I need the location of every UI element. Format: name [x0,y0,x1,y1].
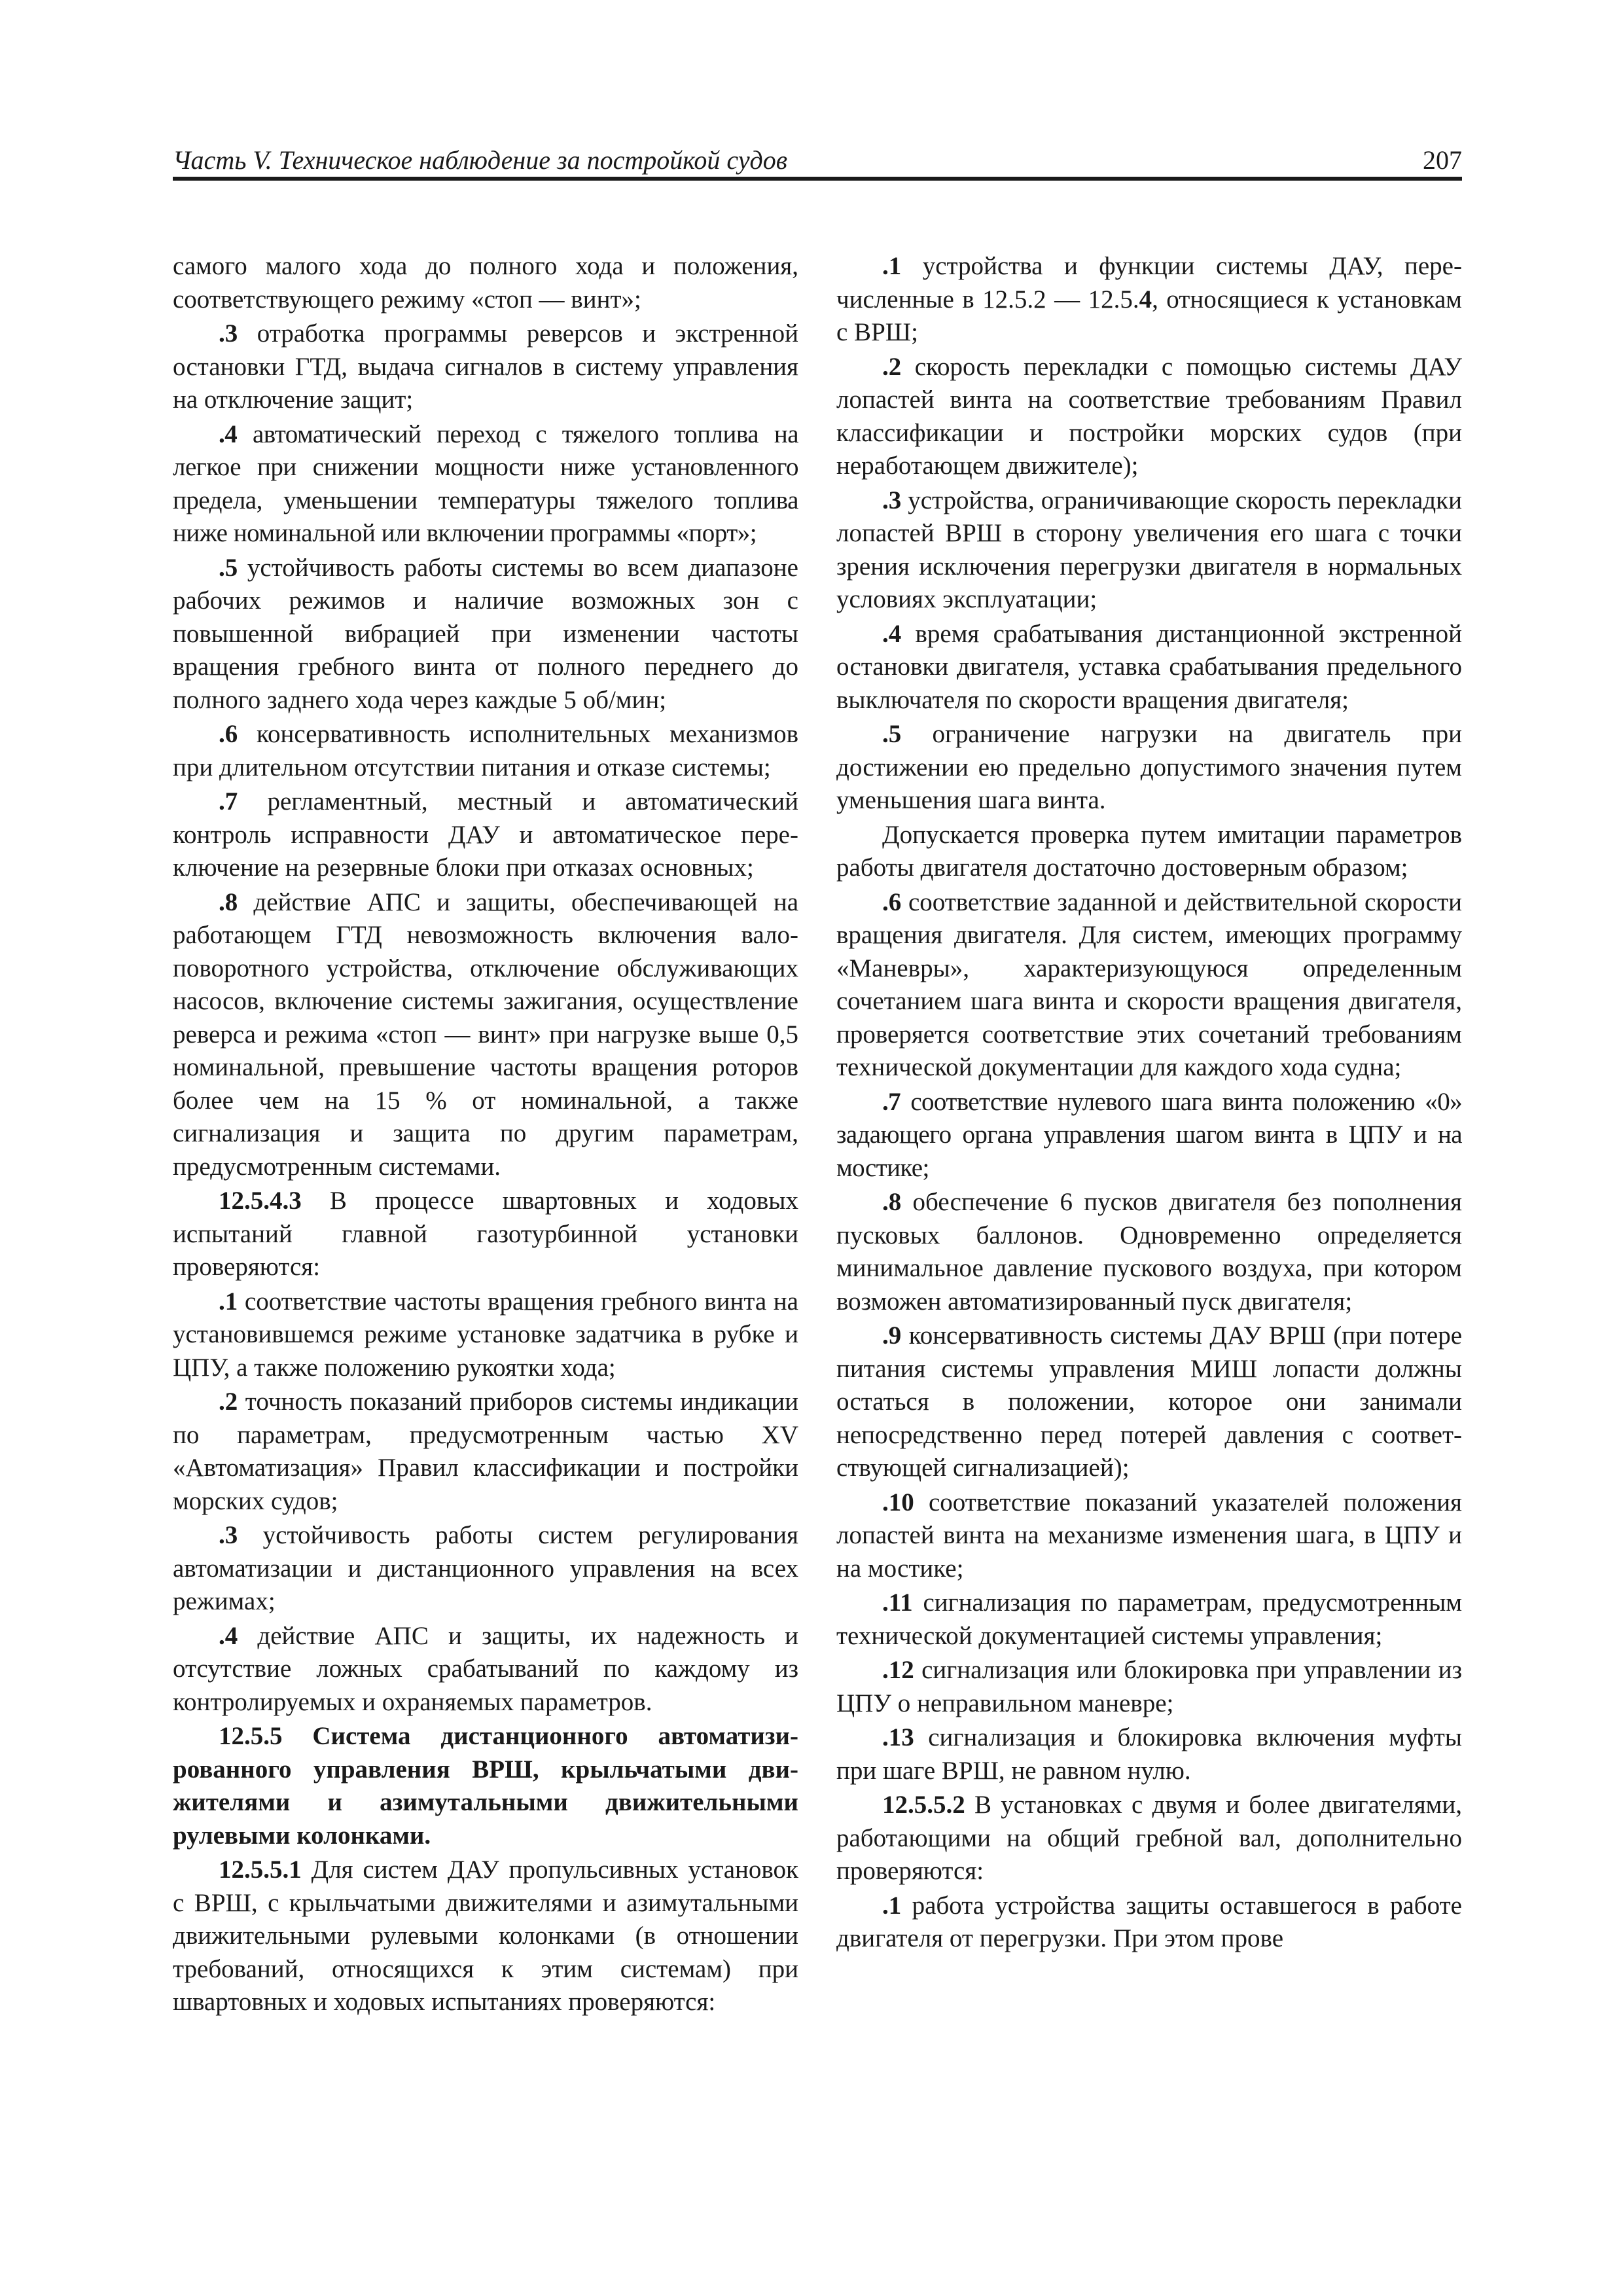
paragraph: Допускается проверка путем имитации параметров работы двигателя достаточно достоверным образом; [836,820,1462,882]
paragraph: .1 соответствие частоты вращения гребного винта на установившемся режиме установке задатчика в рубке и ЦПУ, а также положению рукоятки хода; [173,1287,798,1382]
right-column [836,250,1462,1957]
section-heading: 12.5.5 Система дистанционного автоматизированного управления ВРШ, крыльчатыми движителями и азимутальными движительными рулевыми колонками. [173,1722,798,1850]
section-paragraph: 12.5.5.1 Для систем ДАУ пропульсивных установок с ВРШ, с крыльчатыми движителями и азимутальными движительными рулевыми колонками (в отношении требований, относящихся к этим системам) при швартовных и ходовых испытаниях проверяются: [173,1856,798,2016]
paragraph: .5 ограничение нагрузки на двигатель при достижении ею предельно допустимого значения путем уменьшения шага винта. [836,720,1462,814]
paragraph: .4 автоматический переход с тяжелого топлива на легкое при снижении мощности ниже установленного предела, уменьшении температуры тяжелого топлива ниже номинальной или включении программы «порт»; [173,420,798,547]
paragraph: .3 отработка программы реверсов и экстренной остановки ГТД, выдача сигналов в систему управления на отключение защит; [173,319,798,414]
paragraph: .6 консервативность исполнительных механизмов при длительном отсутствии питания и отказе системы; [173,720,798,781]
paragraph: .2 скорость перекладки с помощью системы ДАУ лопастей винта на соответствие требованиям Правил классификации и постройки морских судов (при неработающем движителе); [836,352,1462,480]
paragraph: .2 точность показаний приборов системы индикации по параметрам, предусмотренным частью XV «Автоматизация» Правил классификации и постройки морских судов; [173,1388,798,1515]
paragraph: .1 работа устройства защиты оставшегося в работе двигателя от перегрузки. При этом прове [836,1891,1462,1952]
page-number: 207 [1423,145,1462,175]
section-paragraph: 12.5.4.3 В процессе швартовных и ходовых испытаний главной газотурбинной установки проверяются: [173,1187,798,1281]
left-column [173,250,798,2020]
paragraph: .11 сигнализация по параметрам, предусмотренным технической документацией системы управления; [836,1588,1462,1650]
paragraph: .12 сигнализация или блокировка при управлении из ЦПУ о неправильном маневре; [836,1656,1462,1717]
paragraph: .9 консервативность системы ДАУ ВРШ (при потере питания системы управления МИШ лопасти должны остаться в положении, которое они занимали непосредственно перед потерей давления с соответствующей сигнализацией); [836,1321,1462,1482]
paragraph: .5 устойчивость работы системы во всем диапазоне рабочих режимов и наличие возможных зон с повышенной вибрацией при изменении частоты вращения гребного винта от полного переднего до полного заднего хода через каждые 5 об/мин; [173,553,798,714]
paragraph: .7 соответствие нулевого шага винта положению «0» задающего органа управления шагом винта в ЦПУ и на мостике; [836,1087,1462,1182]
header-title: Часть V. Техническое наблюдение за постройкой судов [173,145,788,175]
paragraph: .13 сигнализация и блокировка включения муфты при шаге ВРШ, не равном нулю. [836,1723,1462,1785]
paragraph: .10 соответствие показаний указателей положения лопастей винта на механизме изменения шага, в ЦПУ и на мостике; [836,1488,1462,1583]
paragraph: .4 действие АПС и защиты, их надежность и отсутствие ложных срабатываний по каждому из контролируемых и охраняемых параметров. [173,1621,798,1716]
section-paragraph: 12.5.5.2 В установках с двумя и более двигателями, работающими на общий гребной вал, дополнительно проверяются: [836,1791,1462,1885]
paragraph: .7 регламентный, местный и автоматический контроль исправности ДАУ и автоматическое переключение на резервные блоки при отказах основных; [173,787,798,882]
paragraph: .8 действие АПС и защиты, обеспечивающей на работающем ГТД невозможность включения валоповоротного устройства, отключение обслуживающих насосов, включение системы зажигания, осуществление реверса и режима «стоп — винт» при нагрузке выше 0,5 номинальной, превышение частоты вращения роторов более чем на 15 % от номинальной, а также сигнализация и защита по другим параметрам, предусмотренным системами. [173,888,798,1181]
paragraph: .1 устройства и функции системы ДАУ, перечисленные в 12.5.2 — 12.5.4, относящиеся к установкам с ВРШ; [836,252,1462,346]
paragraph: самого малого хода до полного хода и положения, соответствующего режиму «стоп — винт»; [173,252,798,314]
paragraph: .4 время срабатывания дистанционной экстренной остановки двигателя, уставка срабатывания предельного выключателя по скорости вращения двигателя; [836,619,1462,714]
paragraph: .3 устройства, ограничивающие скорость перекладки лопастей ВРШ в сторону увеличения его шага с точки зрения исключения перегрузки двигателя в нормальных условиях эксплуатации; [836,486,1462,613]
running-header [173,144,1462,181]
paragraph: .6 соответствие заданной и действительной скорости вращения двигателя. Для систем, имеющих программу «Маневры», характеризующуюся определенным сочетанием шага винта и скорости вращения двигателя, проверяется соответствие этих сочетаний требованиям технической документации для каждого хода судна; [836,888,1462,1081]
paragraph: .8 обеспечение 6 пусков двигателя без пополнения пусковых баллонов. Одновременно определяется минимальное давление пускового воздуха, при котором возможен автоматизированный пуск двигателя; [836,1188,1462,1316]
paragraph: .3 устойчивость работы систем регулирования автоматизации и дистанционного управления на всех режимах; [173,1521,798,1615]
